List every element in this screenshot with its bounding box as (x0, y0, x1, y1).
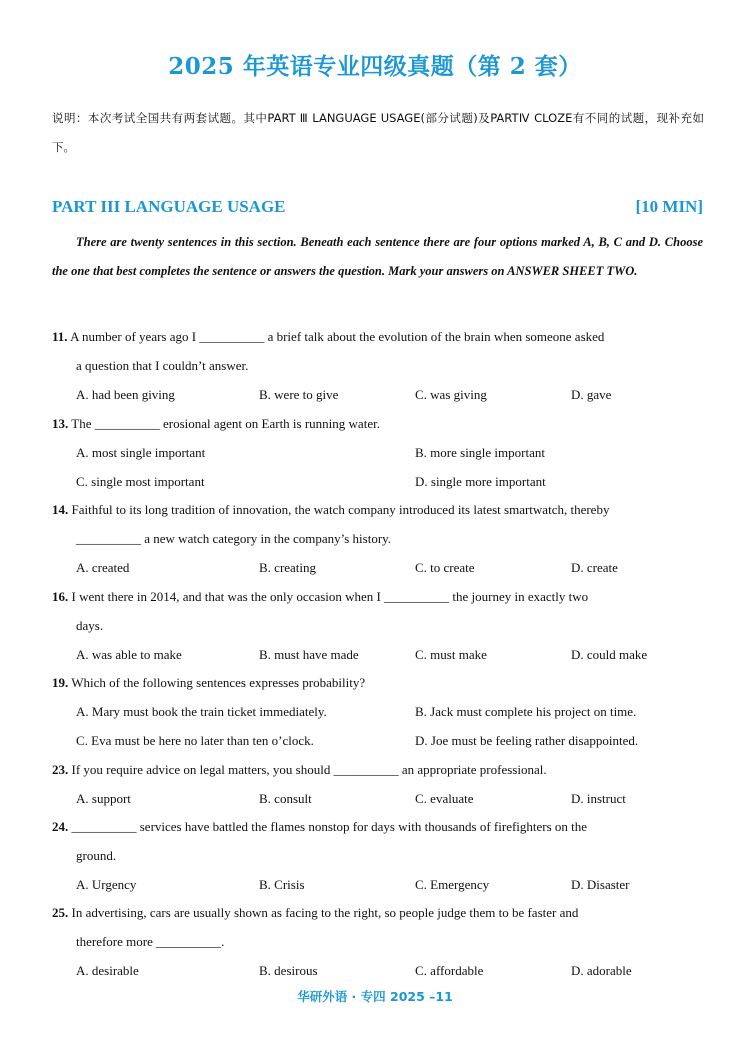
question-stem (52, 322, 703, 351)
page-title: 2025 年英语专业四级真题（第 2 套） (168, 53, 582, 80)
option-c[interactable]: C. to create (415, 560, 475, 575)
section-instructions: There are twenty sentences in this section. Beneath each sentence there are four options marked A, B, C and D. Choose the one that best completes the sentence or answers the question. Mark your answers on ANSWER SHEET TWO. (52, 235, 703, 278)
option-b[interactable]: B. consult (259, 791, 312, 806)
option-a[interactable]: A. had been giving (76, 387, 175, 402)
exam-note: 说明：本次考试全国共有两套试题。其中PART Ⅲ LANGUAGE USAGE(部分试题)及PARTⅣ CLOZE有不同的试题，现补充如下。 (52, 111, 704, 154)
question-text-continued: therefore more __________. (76, 934, 225, 949)
question-stem (52, 755, 703, 784)
question-text: I went there in 2014, and that was the only occasion when I __________ the journey in exactly two (71, 589, 589, 604)
option-d[interactable]: D. Disaster (571, 877, 630, 892)
option-b[interactable]: B. Jack must complete his project on time. (415, 704, 637, 719)
options-row (52, 726, 703, 755)
part-time: [10 MIN] (635, 197, 703, 216)
question-11 (52, 322, 703, 409)
options-row (52, 640, 703, 669)
question-number: 16. (52, 589, 69, 604)
option-b[interactable]: B. Crisis (259, 877, 305, 892)
option-d[interactable]: D. instruct (571, 791, 626, 806)
question-stem (52, 812, 703, 841)
question-stem (52, 668, 703, 697)
option-c[interactable]: C. affordable (415, 963, 484, 978)
question-text: In advertising, cars are usually shown as facing to the right, so people judge them to be faster and (71, 905, 579, 920)
question-number: 19. (52, 675, 69, 690)
question-text: A number of years ago I __________ a brief talk about the evolution of the brain when someone asked (70, 329, 605, 344)
question-text: If you require advice on legal matters, you should __________ an appropriate professional. (71, 762, 547, 777)
question-16 (52, 582, 703, 669)
question-23 (52, 755, 703, 813)
option-a[interactable]: A. was able to make (76, 647, 182, 662)
question-number: 14. (52, 502, 69, 517)
question-text-continued: a question that I couldn’t answer. (76, 358, 249, 373)
question-stem (52, 495, 703, 524)
option-d[interactable]: D. gave (571, 387, 612, 402)
option-a[interactable]: A. created (76, 560, 130, 575)
option-c[interactable]: C. evaluate (415, 791, 474, 806)
option-c[interactable]: C. Eva must be here no later than ten o’clock. (76, 733, 314, 748)
option-a[interactable]: A. Mary must book the train ticket immediately. (76, 704, 327, 719)
option-c[interactable]: C. single most important (76, 474, 205, 489)
question-text: Which of the following sentences expresses probability? (71, 675, 366, 690)
option-c[interactable]: C. was giving (415, 387, 487, 402)
question-24 (52, 812, 703, 899)
option-d[interactable]: D. Joe must be feeling rather disappointed. (415, 733, 639, 748)
option-d[interactable]: D. single more important (415, 474, 546, 489)
option-b[interactable]: B. creating (259, 560, 317, 575)
options-row (52, 956, 703, 985)
options-row (52, 467, 703, 496)
option-c[interactable]: C. Emergency (415, 877, 490, 892)
part-title: PART III LANGUAGE USAGE (52, 197, 286, 216)
options-row (52, 697, 703, 726)
question-number: 24. (52, 819, 69, 834)
page-footer: 华研外语 · 专四 2025 –11 (297, 989, 453, 1004)
question-text-continued: __________ a new watch category in the company’s history. (76, 531, 392, 546)
option-d[interactable]: D. could make (571, 647, 648, 662)
option-b[interactable]: B. must have made (259, 647, 359, 662)
option-b[interactable]: B. were to give (259, 387, 339, 402)
option-b[interactable]: B. desirous (259, 963, 318, 978)
options-row (52, 870, 703, 899)
question-14 (52, 495, 703, 582)
options-row (52, 380, 703, 409)
question-25 (52, 898, 703, 985)
part-header (52, 196, 703, 218)
question-text: __________ services have battled the flames nonstop for days with thousands of firefighters on the (71, 819, 588, 834)
question-number: 25. (52, 905, 69, 920)
question-text: Faithful to its long tradition of innovation, the watch company introduced its latest smartwatch, thereby (71, 502, 610, 517)
question-text-continued: ground. (76, 848, 117, 863)
question-stem (52, 409, 703, 438)
question-text-continued: days. (76, 618, 104, 633)
options-row (52, 438, 703, 467)
option-d[interactable]: D. create (571, 560, 618, 575)
options-row (52, 784, 703, 813)
question-number: 11. (52, 329, 68, 344)
option-d[interactable]: D. adorable (571, 963, 632, 978)
option-b[interactable]: B. more single important (415, 445, 545, 460)
option-a[interactable]: A. Urgency (76, 877, 137, 892)
question-stem (52, 582, 703, 611)
option-a[interactable]: A. support (76, 791, 131, 806)
question-number: 23. (52, 762, 69, 777)
question-13 (52, 409, 703, 496)
option-a[interactable]: A. desirable (76, 963, 139, 978)
options-row (52, 553, 703, 582)
question-stem (52, 898, 703, 927)
option-a[interactable]: A. most single important (76, 445, 206, 460)
question-text: The __________ erosional agent on Earth is running water. (71, 416, 380, 431)
question-number: 13. (52, 416, 69, 431)
option-c[interactable]: C. must make (415, 647, 487, 662)
question-19 (52, 668, 703, 755)
